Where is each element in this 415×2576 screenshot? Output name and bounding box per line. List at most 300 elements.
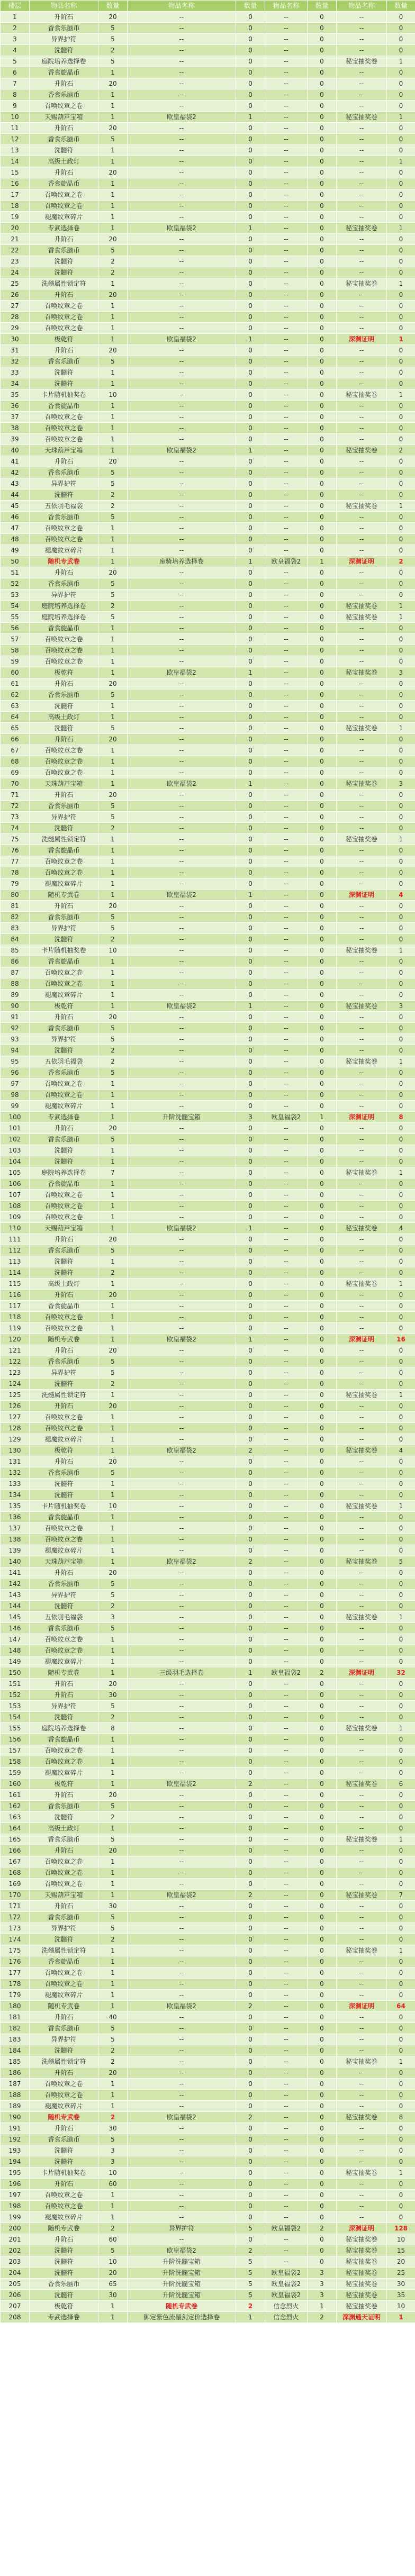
item-name-cell: 高级土政灯 <box>30 712 98 723</box>
table-row <box>1 112 415 123</box>
item-name-cell: -- <box>265 434 308 445</box>
quantity-cell: 0 <box>236 1579 265 1590</box>
table-row <box>1 1256 415 1267</box>
item-name-cell: 深渊证明 <box>337 1334 387 1345</box>
quantity-cell: 0 <box>308 467 337 478</box>
item-name-cell: -- <box>128 767 236 778</box>
table-row <box>1 1701 415 1712</box>
quantity-cell: 5 <box>98 1834 128 1845</box>
item-name-cell: -- <box>265 1812 308 1823</box>
floor-cell: 127 <box>1 1412 30 1423</box>
quantity-cell: 0 <box>308 234 337 245</box>
quantity-cell: 0 <box>308 589 337 601</box>
quantity-cell: 0 <box>387 1901 415 1912</box>
item-name-cell: 升阶石 <box>30 734 98 745</box>
table-row <box>1 1823 415 1834</box>
table-row <box>1 567 415 578</box>
item-name-cell: -- <box>337 1134 387 1145</box>
table-row <box>1 278 415 289</box>
item-name-cell: -- <box>337 1256 387 1267</box>
table-row <box>1 1278 415 1290</box>
item-name-cell: -- <box>265 2067 308 2079</box>
quantity-cell: 3 <box>308 2279 337 2290</box>
quantity-cell: 5 <box>98 1034 128 1045</box>
quantity-cell: 1 <box>98 890 128 901</box>
floor-cell: 197 <box>1 2190 30 2201</box>
item-name-cell: 香食旋晶币 <box>30 845 98 856</box>
item-name-cell: 洗髓符 <box>30 145 98 156</box>
quantity-cell: 0 <box>387 1145 415 1156</box>
table-row <box>1 2023 415 2034</box>
quantity-cell: 0 <box>236 1090 265 1101</box>
floor-cell: 117 <box>1 1301 30 1312</box>
table-row <box>1 1601 415 1612</box>
item-name-cell: -- <box>337 734 387 745</box>
item-name-cell: -- <box>128 1923 236 1934</box>
table-row <box>1 34 415 45</box>
item-name-cell: 欧皇福袋2 <box>265 1112 308 1123</box>
item-name-cell: -- <box>265 1601 308 1612</box>
quantity-cell: 1 <box>387 834 415 845</box>
quantity-cell: 0 <box>236 1056 265 1067</box>
item-name-cell: 专武选择卷 <box>30 223 98 234</box>
item-name-cell: 秘宝抽奖卷 <box>337 223 387 234</box>
quantity-cell: 0 <box>236 534 265 545</box>
item-name-cell: 升阶石 <box>30 2067 98 2079</box>
quantity-cell: 0 <box>308 1001 337 1012</box>
item-name-cell: -- <box>265 1090 308 1101</box>
quantity-cell: 0 <box>308 145 337 156</box>
item-name-cell: -- <box>337 1423 387 1434</box>
quantity-cell: 1 <box>236 2312 265 2323</box>
quantity-cell: 0 <box>387 1567 415 1579</box>
quantity-cell: 1 <box>387 945 415 956</box>
item-name-cell: 深渊证明 <box>337 334 387 345</box>
floor-cell: 67 <box>1 745 30 756</box>
floor-cell: 162 <box>1 1801 30 1812</box>
table-row <box>1 2190 415 2201</box>
quantity-cell: 0 <box>308 134 337 145</box>
quantity-cell: 0 <box>236 901 265 912</box>
quantity-cell: 0 <box>308 34 337 45</box>
quantity-cell: 0 <box>236 1812 265 1823</box>
item-name-cell: -- <box>265 890 308 901</box>
item-name-cell: -- <box>265 1445 308 1456</box>
item-name-cell: -- <box>337 1656 387 1667</box>
item-name-cell: -- <box>265 1479 308 1490</box>
floor-cell: 59 <box>1 656 30 667</box>
item-name-cell: -- <box>128 2056 236 2067</box>
quantity-cell: 0 <box>387 2012 415 2023</box>
quantity-cell: 0 <box>387 1356 415 1367</box>
table-row <box>1 1234 415 1245</box>
quantity-cell: 0 <box>308 890 337 901</box>
quantity-cell: 0 <box>308 1956 337 1967</box>
item-name-cell: -- <box>128 1990 236 2001</box>
table-row <box>1 145 415 156</box>
quantity-cell: 0 <box>236 1790 265 1801</box>
item-name-cell: -- <box>128 1956 236 1967</box>
floor-cell: 4 <box>1 45 30 56</box>
quantity-cell: 1 <box>98 1545 128 1556</box>
quantity-cell: 1 <box>98 1256 128 1267</box>
item-name-cell: -- <box>265 245 308 256</box>
table-row <box>1 712 415 723</box>
item-name-cell: 异界护符 <box>30 478 98 489</box>
item-name-cell: 异界护符 <box>30 1367 98 1378</box>
quantity-cell: 1 <box>98 745 128 756</box>
floor-cell: 60 <box>1 667 30 678</box>
floor-cell: 160 <box>1 1779 30 1790</box>
quantity-cell: 1 <box>98 112 128 123</box>
quantity-cell: 0 <box>236 1101 265 1112</box>
table-row <box>1 934 415 945</box>
item-name-cell: -- <box>265 223 308 234</box>
quantity-cell: 2 <box>236 2301 265 2312</box>
item-name-cell: 升阶石 <box>30 1679 98 1690</box>
quantity-cell: 0 <box>387 712 415 723</box>
quantity-cell: 0 <box>387 956 415 967</box>
quantity-cell: 0 <box>387 34 415 45</box>
quantity-cell: 0 <box>236 401 265 412</box>
item-name-cell: 升阶石 <box>30 678 98 690</box>
item-name-cell: -- <box>265 78 308 89</box>
quantity-cell: 0 <box>387 1934 415 1945</box>
item-name-cell: -- <box>337 245 387 256</box>
quantity-cell: 0 <box>236 2101 265 2112</box>
quantity-cell: 20 <box>98 1290 128 1301</box>
item-name-cell: -- <box>265 367 308 378</box>
item-name-cell: -- <box>337 1234 387 1245</box>
floor-cell: 23 <box>1 256 30 267</box>
quantity-cell: 0 <box>236 312 265 323</box>
floor-cell: 55 <box>1 612 30 623</box>
item-name-cell: -- <box>337 101 387 112</box>
table-row <box>1 401 415 412</box>
item-name-cell: 召唤纹章之卷 <box>30 2079 98 2090</box>
quantity-cell: 0 <box>308 1445 337 1456</box>
item-name-cell: -- <box>128 2079 236 2090</box>
item-name-cell: -- <box>265 1767 308 1779</box>
quantity-cell: 0 <box>236 867 265 878</box>
quantity-cell: 0 <box>236 1456 265 1467</box>
quantity-cell: 0 <box>236 1390 265 1401</box>
table-row <box>1 967 415 978</box>
item-name-cell: 洗髓符 <box>30 267 98 278</box>
quantity-cell: 1 <box>98 178 128 189</box>
quantity-cell: 0 <box>387 912 415 923</box>
item-name-cell: -- <box>128 1701 236 1712</box>
item-name-cell: -- <box>128 1823 236 1834</box>
item-name-cell: -- <box>128 2234 236 2245</box>
table-row <box>1 1390 415 1401</box>
quantity-cell: 1 <box>98 1767 128 1779</box>
floor-cell: 62 <box>1 690 30 701</box>
item-name-cell: 召唤纹章之卷 <box>30 1212 98 1223</box>
quantity-cell: 0 <box>308 1556 337 1567</box>
table-body <box>1 12 415 2323</box>
floor-cell: 111 <box>1 1234 30 1245</box>
item-name-cell: -- <box>128 1401 236 1412</box>
quantity-cell: 1 <box>236 1667 265 1679</box>
item-name-cell: -- <box>128 690 236 701</box>
table-row <box>1 2156 415 2167</box>
quantity-cell: 0 <box>387 1545 415 1556</box>
item-name-cell: -- <box>128 501 236 512</box>
floor-cell: 104 <box>1 1156 30 1167</box>
quantity-cell: 1 <box>98 434 128 445</box>
quantity-cell: 1 <box>98 367 128 378</box>
item-name-cell: -- <box>265 67 308 78</box>
item-name-cell: -- <box>265 1779 308 1790</box>
item-name-cell: -- <box>337 401 387 412</box>
quantity-cell: 0 <box>308 223 337 234</box>
quantity-cell: 0 <box>308 1756 337 1767</box>
item-name-cell: 秘宝抽奖卷 <box>337 1612 387 1623</box>
floor-cell: 2 <box>1 23 30 34</box>
item-name-cell: 升阶石 <box>30 167 98 178</box>
table-row <box>1 45 415 56</box>
quantity-cell: 20 <box>98 1456 128 1467</box>
item-name-cell: 召唤纹章之卷 <box>30 645 98 656</box>
item-name-cell: 御定紫色流星剑定价选择卷 <box>128 2312 236 2323</box>
floor-cell: 109 <box>1 1212 30 1223</box>
item-name-cell: 秘宝抽奖卷 <box>337 1779 387 1790</box>
quantity-cell: 0 <box>236 1034 265 1045</box>
quantity-cell: 0 <box>236 723 265 734</box>
item-name-cell: -- <box>337 1856 387 1867</box>
quantity-cell: 0 <box>236 323 265 334</box>
table-row <box>1 1690 415 1701</box>
table-row <box>1 756 415 767</box>
quantity-cell: 1 <box>98 1967 128 1979</box>
item-name-cell: -- <box>128 1523 236 1534</box>
quantity-cell: 0 <box>387 1490 415 1501</box>
quantity-cell: 1 <box>98 878 128 890</box>
quantity-cell: 1 <box>98 1856 128 1867</box>
item-name-cell: 深渊证明 <box>337 1112 387 1123</box>
item-name-cell: -- <box>265 1923 308 1934</box>
quantity-cell: 0 <box>236 967 265 978</box>
item-name-cell: -- <box>265 1879 308 1890</box>
table-row <box>1 223 415 234</box>
quantity-cell: 0 <box>308 1512 337 1523</box>
item-name-cell: -- <box>337 845 387 856</box>
quantity-cell: 1 <box>98 701 128 712</box>
quantity-cell: 1 <box>387 223 415 234</box>
quantity-cell: 0 <box>308 301 337 312</box>
quantity-cell: 0 <box>308 612 337 623</box>
quantity-cell: 0 <box>308 2245 337 2256</box>
item-name-cell: -- <box>265 612 308 623</box>
quantity-cell: 0 <box>387 1845 415 1856</box>
quantity-cell: 30 <box>98 2123 128 2134</box>
floor-cell: 17 <box>1 189 30 201</box>
item-name-cell: -- <box>128 601 236 612</box>
quantity-cell: 1 <box>98 1490 128 1501</box>
quantity-cell: 2 <box>98 2056 128 2067</box>
item-name-cell: -- <box>265 1067 308 1078</box>
quantity-cell: 0 <box>308 1290 337 1301</box>
item-name-cell: 秘宝抽奖卷 <box>337 2256 387 2267</box>
quantity-cell: 5 <box>98 2245 128 2256</box>
quantity-cell: 0 <box>308 1212 337 1223</box>
floor-cell: 174 <box>1 1934 30 1945</box>
floor-cell: 126 <box>1 1401 30 1412</box>
quantity-cell: 0 <box>236 1512 265 1523</box>
quantity-cell: 0 <box>236 1323 265 1334</box>
item-name-cell: -- <box>128 1078 236 1090</box>
table-row <box>1 378 415 389</box>
item-name-cell: -- <box>265 1634 308 1645</box>
table-row <box>1 1856 415 1867</box>
quantity-cell: 0 <box>387 967 415 978</box>
quantity-cell: 1 <box>236 890 265 901</box>
quantity-cell: 0 <box>308 356 337 367</box>
item-name-cell: -- <box>265 1790 308 1801</box>
floor-cell: 105 <box>1 1167 30 1178</box>
item-name-cell: -- <box>128 234 236 245</box>
quantity-cell: 2 <box>98 45 128 56</box>
quantity-cell: 0 <box>387 1245 415 1256</box>
quantity-cell: 5 <box>98 2034 128 2045</box>
quantity-cell: 1 <box>98 1990 128 2001</box>
quantity-cell: 0 <box>308 601 337 612</box>
quantity-cell: 20 <box>98 345 128 356</box>
quantity-cell: 20 <box>98 678 128 690</box>
quantity-cell: 0 <box>387 1367 415 1378</box>
quantity-cell: 15 <box>387 2245 415 2256</box>
item-name-cell: -- <box>265 89 308 101</box>
item-name-cell: 洗髓符 <box>30 1490 98 1501</box>
item-name-cell: 随机专武卷 <box>30 2223 98 2234</box>
quantity-cell: 0 <box>236 956 265 967</box>
floor-cell: 71 <box>1 790 30 801</box>
item-name-cell: 欧皇福袋2 <box>265 2267 308 2279</box>
item-name-cell: -- <box>128 734 236 745</box>
quantity-cell: 0 <box>308 712 337 723</box>
quantity-cell: 0 <box>308 634 337 645</box>
quantity-cell: 0 <box>308 45 337 56</box>
quantity-cell: 0 <box>236 734 265 745</box>
item-name-cell: 洗髓符 <box>30 2245 98 2256</box>
table-row <box>1 1323 415 1334</box>
quantity-cell: 0 <box>236 1901 265 1912</box>
quantity-cell: 0 <box>387 2156 415 2167</box>
quantity-cell: 0 <box>387 189 415 201</box>
quantity-cell: 1 <box>387 601 415 612</box>
item-name-cell: -- <box>128 1378 236 1390</box>
quantity-cell: 0 <box>236 1434 265 1445</box>
quantity-cell: 0 <box>236 1690 265 1701</box>
table-row <box>1 1956 415 1967</box>
item-name-cell: -- <box>128 867 236 878</box>
item-name-cell: -- <box>337 67 387 78</box>
quantity-cell: 1 <box>387 1945 415 1956</box>
quantity-cell: 0 <box>236 345 265 356</box>
item-name-cell: 欧皇福袋2 <box>128 223 236 234</box>
quantity-cell: 1 <box>387 112 415 123</box>
table-row <box>1 134 415 145</box>
item-name-cell: 升阶石 <box>30 2123 98 2134</box>
quantity-cell: 0 <box>236 89 265 101</box>
item-name-cell: -- <box>337 1934 387 1945</box>
quantity-cell: 1 <box>98 1890 128 1901</box>
item-name-cell: -- <box>265 201 308 212</box>
item-name-cell: -- <box>128 178 236 189</box>
item-name-cell: 香食乐脑币 <box>30 2134 98 2145</box>
table-row <box>1 1512 415 1523</box>
table-row <box>1 289 415 301</box>
floor-cell: 135 <box>1 1501 30 1512</box>
item-name-cell: -- <box>265 678 308 690</box>
item-name-cell: -- <box>265 401 308 412</box>
quantity-cell: 0 <box>308 101 337 112</box>
quantity-cell: 0 <box>308 1123 337 1134</box>
floor-cell: 155 <box>1 1723 30 1734</box>
item-name-cell: -- <box>128 23 236 34</box>
quantity-cell: 1 <box>387 1834 415 1845</box>
floor-cell: 163 <box>1 1812 30 1823</box>
quantity-cell: 0 <box>236 1945 265 1956</box>
quantity-cell: 0 <box>236 2067 265 2079</box>
item-name-cell: -- <box>265 45 308 56</box>
quantity-cell: 0 <box>308 1790 337 1801</box>
item-name-cell: 天赐葫芦宝箱 <box>30 1223 98 1234</box>
item-name-cell: 洗髓属性锁定符 <box>30 834 98 845</box>
item-name-cell: -- <box>128 2179 236 2190</box>
quantity-cell: 5 <box>98 1245 128 1256</box>
quantity-cell: 0 <box>308 1901 337 1912</box>
item-name-cell: -- <box>128 1134 236 1145</box>
item-name-cell: 异界护符 <box>128 2223 236 2234</box>
quantity-cell: 0 <box>236 1834 265 1845</box>
floor-cell: 185 <box>1 2056 30 2067</box>
floor-cell: 195 <box>1 2167 30 2179</box>
quantity-cell: 0 <box>236 1634 265 1645</box>
quantity-cell: 1 <box>98 767 128 778</box>
quantity-cell: 0 <box>308 1545 337 1556</box>
table-row <box>1 412 415 423</box>
quantity-cell: 0 <box>387 1790 415 1801</box>
item-name-cell: -- <box>265 745 308 756</box>
item-name-cell: -- <box>128 790 236 801</box>
quantity-cell: 0 <box>236 1367 265 1378</box>
quantity-cell: 0 <box>387 456 415 467</box>
quantity-cell: 20 <box>98 456 128 467</box>
quantity-cell: 0 <box>308 834 337 845</box>
item-name-cell: 高级土政灯 <box>30 1278 98 1290</box>
item-name-cell: -- <box>265 1234 308 1245</box>
item-name-cell: 升阶石 <box>30 234 98 245</box>
header-floor: 楼层 <box>1 1 30 12</box>
item-name-cell: -- <box>128 1356 236 1367</box>
quantity-cell: 2 <box>98 2112 128 2123</box>
quantity-cell: 0 <box>236 767 265 778</box>
quantity-cell: 2 <box>98 1378 128 1390</box>
item-name-cell: 欧皇福袋2 <box>265 1667 308 1679</box>
table-row <box>1 2034 415 2045</box>
floor-cell: 30 <box>1 334 30 345</box>
item-name-cell: 深渊证明 <box>337 2001 387 2012</box>
item-name-cell: -- <box>265 1756 308 1767</box>
quantity-cell: 1 <box>236 223 265 234</box>
item-name-cell: -- <box>128 1467 236 1479</box>
item-name-cell: -- <box>337 934 387 945</box>
item-name-cell: 天赐葫芦宝箱 <box>30 112 98 123</box>
floor-cell: 3 <box>1 34 30 45</box>
item-name-cell: 洗髓符 <box>30 723 98 734</box>
